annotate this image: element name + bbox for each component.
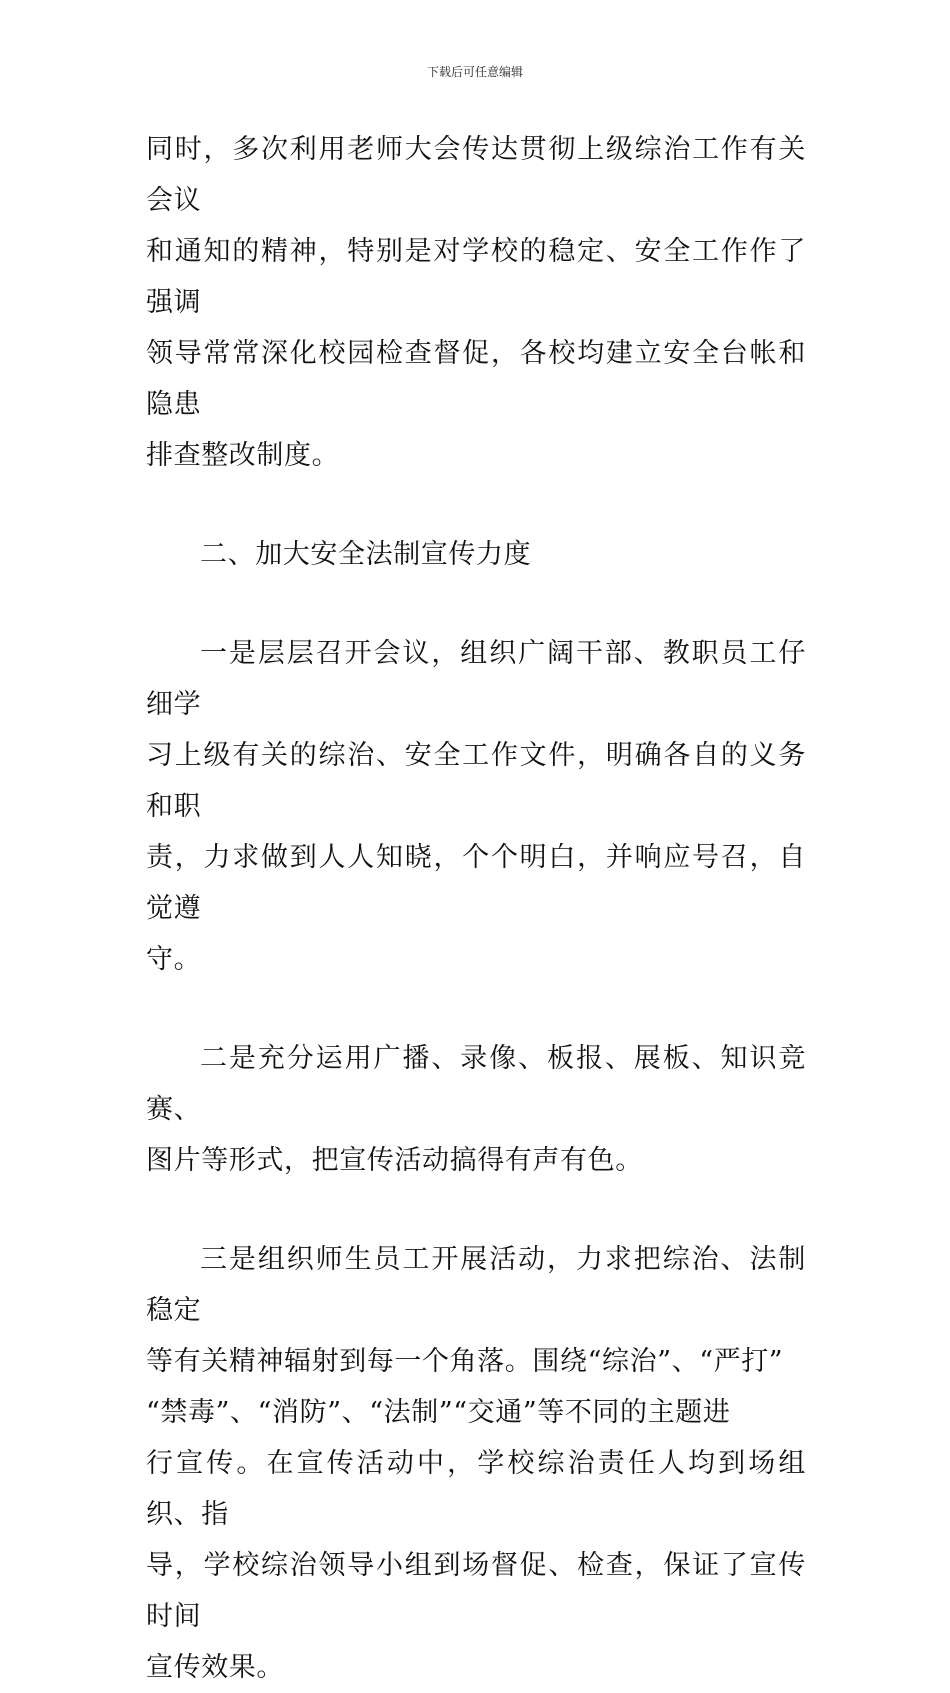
paragraph-3 <box>146 1033 806 1186</box>
text-line: 一是层层召开会议，组织广阔干部、教职员工仔细学 <box>146 638 806 720</box>
text-line: 二是充分运用广播、录像、板报、展板、知识竞赛、 <box>146 1043 806 1125</box>
text-line: 等有关精神辐射到每一个角落。围绕“综治”、“严打” <box>146 1346 784 1377</box>
paragraph-gap <box>146 985 806 1033</box>
text-line: “禁毒”、“消防”、“法制”“交通”等不同的主题进 <box>146 1397 731 1428</box>
paragraph-gap <box>146 481 806 529</box>
paragraph-gap <box>146 1186 806 1234</box>
paragraph-1 <box>146 124 806 481</box>
text-line: 图片等形式，把宣传活动搞得有声有色。 <box>146 1145 643 1176</box>
section-heading <box>146 529 806 580</box>
text-line: 领导常常深化校园检查督促，各校均建立安全台帐和隐患 <box>146 338 806 420</box>
paragraph-2 <box>146 628 806 985</box>
page-header: 下载后可任意编辑 <box>426 65 523 79</box>
text-line: 同时，多次利用老师大会传达贯彻上级综治工作有关会议 <box>146 134 806 216</box>
text-line: 和通知的精神，特别是对学校的稳定、安全工作作了强调 <box>146 236 806 318</box>
paragraph-gap <box>146 580 806 628</box>
heading-text: 二、加大安全法制宣传力度 <box>200 539 532 570</box>
document-body <box>146 124 806 1693</box>
text-line: 三是组织师生员工开展活动，力求把综治、法制稳定 <box>146 1244 806 1326</box>
text-line: 习上级有关的综治、安全工作文件，明确各自的义务和职 <box>146 740 806 822</box>
text-line: 排查整改制度。 <box>146 440 340 471</box>
text-line: 守。 <box>146 944 202 975</box>
paragraph-4 <box>146 1234 806 1693</box>
text-line: 宣传效果。 <box>146 1652 284 1683</box>
text-line: 行宣传。在宣传活动中，学校综治责任人均到场组织、指 <box>146 1448 806 1530</box>
text-line: 责，力求做到人人知晓，个个明白，并响应号召，自觉遵 <box>146 842 806 924</box>
text-line: 导，学校综治领导小组到场督促、检查，保证了宣传时间 <box>146 1550 806 1632</box>
